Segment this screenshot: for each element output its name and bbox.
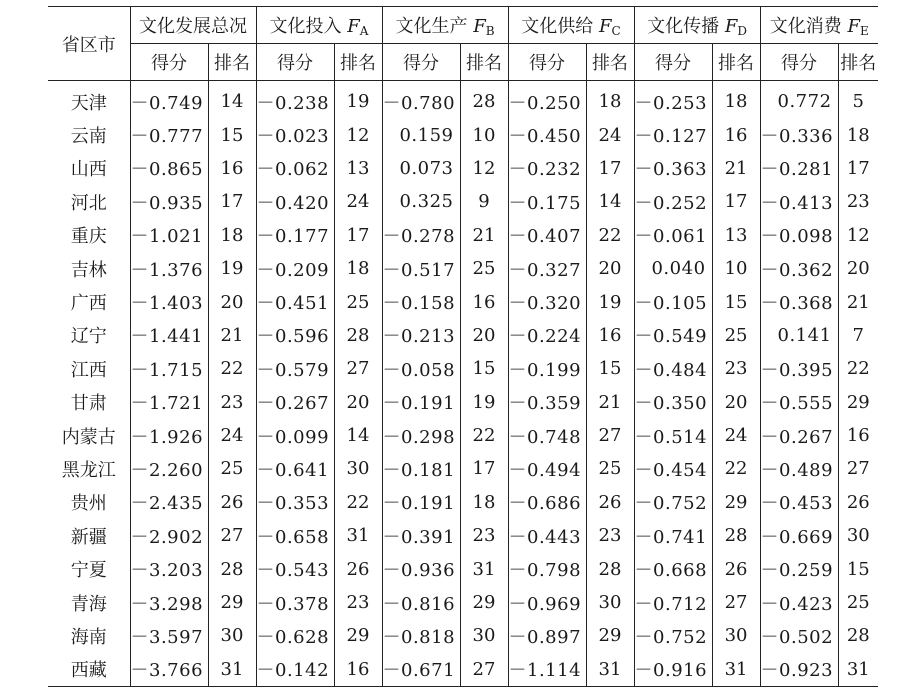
rank-cell: 31 [460, 552, 508, 585]
group-header-subscript: D [737, 24, 747, 38]
rank-cell: 25 [846, 592, 870, 614]
score-cell: －0.061 [634, 219, 712, 252]
rank-cell: 15 [586, 352, 634, 385]
score-header: 得分 [256, 44, 334, 81]
score-cell: －0.199 [508, 352, 586, 385]
rank-cell: 26 [586, 486, 634, 519]
score-cell: －0.127 [634, 118, 712, 151]
rank-cell: 28 [846, 625, 870, 647]
score-cell: －0.453 [760, 486, 838, 519]
rank-cell: 31 [838, 653, 878, 687]
rank-cell: 28 [460, 81, 508, 119]
rank-cell: 29 [334, 619, 382, 652]
score-cell: －0.749 [130, 81, 208, 119]
score-cell: －0.232 [508, 152, 586, 185]
rank-cell: 16 [208, 152, 256, 185]
header-row-subcolumns [48, 44, 878, 81]
score-cell: －0.818 [382, 619, 460, 652]
province-cell: 西藏 [48, 653, 130, 687]
rank-cell: 24 [586, 118, 634, 151]
rank-cell: 25 [586, 452, 634, 485]
score-cell: －0.549 [634, 319, 712, 352]
score-cell: －0.267 [256, 386, 334, 419]
table-row [48, 352, 878, 385]
score-cell: －0.671 [382, 653, 460, 687]
rank-cell: 21 [460, 219, 508, 252]
score-cell: －0.058 [382, 352, 460, 385]
score-cell: －0.281 [760, 152, 838, 185]
score-cell: －0.391 [382, 519, 460, 552]
score-header: 得分 [760, 44, 838, 81]
score-cell: －1.715 [130, 352, 208, 385]
rank-cell: 22 [712, 452, 760, 485]
rank-cell: 14 [208, 81, 256, 119]
score-cell: －0.320 [508, 285, 586, 318]
score-cell: －0.177 [256, 219, 334, 252]
culture-ranking-table [48, 6, 878, 687]
table-row [48, 552, 878, 585]
score-cell: －0.969 [508, 586, 586, 619]
rank-cell: 31 [208, 653, 256, 687]
score-cell: －0.413 [760, 185, 838, 218]
rank-cell: 14 [586, 185, 634, 218]
rank-cell: 30 [208, 619, 256, 652]
group-header-variable: F [724, 16, 738, 37]
score-cell: －0.816 [382, 586, 460, 619]
rank-cell: 19 [334, 81, 382, 119]
score-cell: －0.213 [382, 319, 460, 352]
province-cell: 吉林 [48, 252, 130, 285]
score-cell: －1.721 [130, 386, 208, 419]
rank-cell: 16 [460, 285, 508, 318]
score-cell: －0.748 [508, 419, 586, 452]
score-cell: －0.363 [634, 152, 712, 185]
rank-cell: 19 [460, 386, 508, 419]
rank-cell: 28 [334, 319, 382, 352]
score-cell: －0.752 [634, 619, 712, 652]
province-cell: 重庆 [48, 219, 130, 252]
score-cell: －0.175 [508, 185, 586, 218]
score-cell: －0.555 [760, 386, 838, 419]
score-cell: －0.669 [760, 519, 838, 552]
score-cell: －0.062 [256, 152, 334, 185]
score-cell: －0.489 [760, 452, 838, 485]
rank-cell: 26 [712, 552, 760, 585]
group-header-subscript: A [359, 24, 369, 38]
province-cell: 河北 [48, 185, 130, 218]
score-cell: －2.902 [130, 519, 208, 552]
province-cell: 甘肃 [48, 386, 130, 419]
table-row [48, 81, 878, 119]
rank-cell: 12 [460, 152, 508, 185]
table-row [48, 152, 878, 185]
table-row [48, 619, 878, 652]
province-cell: 江西 [48, 352, 130, 385]
score-cell: 0.073 [382, 152, 460, 185]
score-cell: －0.181 [382, 452, 460, 485]
score-cell: 0.159 [382, 118, 460, 151]
score-cell: －0.353 [256, 486, 334, 519]
rank-cell: 29 [846, 391, 870, 413]
score-cell: －0.250 [508, 81, 586, 119]
group-header [634, 7, 760, 44]
score-header: 得分 [634, 44, 712, 81]
rank-cell: 16 [586, 319, 634, 352]
score-cell: －0.798 [508, 552, 586, 585]
score-cell: －0.278 [382, 219, 460, 252]
rank-header: 排名 [712, 44, 760, 81]
rank-cell: 28 [208, 552, 256, 585]
rank-cell: 20 [712, 386, 760, 419]
rank-cell: 15 [846, 558, 870, 580]
score-header: 得分 [508, 44, 586, 81]
group-header [508, 7, 634, 44]
score-cell: －0.668 [634, 552, 712, 585]
province-cell: 天津 [48, 81, 130, 119]
score-cell: －0.423 [760, 586, 838, 619]
score-cell: －0.897 [508, 619, 586, 652]
score-cell: －3.766 [130, 653, 208, 687]
rank-cell: 25 [334, 285, 382, 318]
score-cell: －0.191 [382, 486, 460, 519]
table-row [48, 118, 878, 151]
score-cell: －0.158 [382, 285, 460, 318]
score-cell: －0.579 [256, 352, 334, 385]
province-cell: 内蒙古 [48, 419, 130, 452]
rank-cell: 27 [846, 458, 870, 480]
score-cell: －3.597 [130, 619, 208, 652]
table-row [48, 486, 878, 519]
score-cell: －0.359 [508, 386, 586, 419]
province-cell: 广西 [48, 285, 130, 318]
rank-cell: 29 [208, 586, 256, 619]
rank-cell: 23 [460, 519, 508, 552]
rank-cell: 27 [208, 519, 256, 552]
rank-cell: 25 [460, 252, 508, 285]
table-body [48, 81, 878, 687]
rank-cell: 29 [712, 486, 760, 519]
group-header-variable: F [347, 16, 360, 37]
rank-cell: 22 [846, 358, 870, 380]
rank-cell: 27 [712, 586, 760, 619]
rank-cell: 31 [586, 653, 634, 687]
score-cell: －0.191 [382, 386, 460, 419]
score-cell: －0.023 [256, 118, 334, 151]
score-cell: －0.443 [508, 519, 586, 552]
province-cell: 新疆 [48, 519, 130, 552]
score-cell: －1.926 [130, 419, 208, 452]
score-cell: －0.502 [760, 619, 838, 652]
score-cell: －0.916 [634, 653, 712, 687]
score-cell: －0.451 [256, 285, 334, 318]
province-header: 省区市 [48, 7, 130, 81]
rank-cell: 30 [712, 619, 760, 652]
ranking-table-container [48, 6, 878, 687]
rank-cell: 29 [460, 586, 508, 619]
score-cell: 0.772 [760, 81, 838, 119]
score-cell: －0.628 [256, 619, 334, 652]
rank-cell: 30 [460, 619, 508, 652]
score-cell: －0.395 [760, 352, 838, 385]
table-row [48, 185, 878, 218]
rank-header: 排名 [460, 44, 508, 81]
province-cell: 云南 [48, 118, 130, 151]
rank-cell: 13 [712, 219, 760, 252]
rank-cell: 28 [712, 519, 760, 552]
group-header-subscript: E [860, 24, 869, 38]
rank-cell: 25 [208, 452, 256, 485]
rank-cell: 21 [846, 291, 870, 313]
rank-cell: 24 [712, 419, 760, 452]
rank-cell: 30 [846, 525, 870, 547]
score-cell: －0.741 [634, 519, 712, 552]
score-cell: －0.752 [634, 486, 712, 519]
score-cell: －0.224 [508, 319, 586, 352]
rank-cell: 12 [846, 224, 870, 246]
rank-header: 排名 [586, 44, 634, 81]
score-cell: －0.407 [508, 219, 586, 252]
score-cell: －0.098 [760, 219, 838, 252]
group-header-subscript: B [485, 24, 495, 38]
rank-cell: 22 [586, 219, 634, 252]
rank-cell: 31 [712, 653, 760, 687]
rank-cell: 26 [208, 486, 256, 519]
rank-cell: 26 [846, 491, 870, 513]
group-header-variable: F [599, 16, 612, 37]
score-cell: 0.325 [382, 185, 460, 218]
rank-cell: 25 [712, 319, 760, 352]
score-cell: －0.378 [256, 586, 334, 619]
rank-cell: 30 [586, 586, 634, 619]
group-header [130, 7, 256, 44]
province-cell: 海南 [48, 619, 130, 652]
rank-cell: 16 [334, 653, 382, 687]
score-cell: －0.350 [634, 386, 712, 419]
rank-cell: 18 [586, 81, 634, 119]
rank-cell: 9 [460, 185, 508, 218]
score-cell: －0.686 [508, 486, 586, 519]
score-cell: －0.514 [634, 419, 712, 452]
group-header [256, 7, 382, 44]
rank-cell: 15 [712, 285, 760, 318]
score-cell: －1.114 [508, 653, 586, 687]
rank-cell: 24 [334, 185, 382, 218]
score-cell: －0.252 [634, 185, 712, 218]
rank-cell: 21 [586, 386, 634, 419]
score-cell: －0.777 [130, 118, 208, 151]
rank-cell: 21 [712, 152, 760, 185]
rank-cell: 23 [586, 519, 634, 552]
table-row [48, 519, 878, 552]
group-header-variable: F [473, 16, 486, 37]
rank-cell: 23 [334, 586, 382, 619]
score-cell: －0.865 [130, 152, 208, 185]
rank-cell: 15 [208, 118, 256, 151]
score-header: 得分 [130, 44, 208, 81]
group-header [382, 7, 508, 44]
rank-cell: 23 [846, 191, 870, 213]
rank-cell: 14 [334, 419, 382, 452]
rank-cell: 20 [460, 319, 508, 352]
rank-cell: 18 [334, 252, 382, 285]
group-header-label: 文化供给 [521, 16, 600, 37]
score-cell: －0.494 [508, 452, 586, 485]
rank-cell: 18 [712, 81, 760, 119]
rank-cell: 7 [852, 324, 864, 346]
group-header-label: 文化传播 [647, 16, 725, 37]
rank-cell: 20 [334, 386, 382, 419]
rank-cell: 18 [208, 219, 256, 252]
score-cell: －0.658 [256, 519, 334, 552]
score-cell: －0.142 [256, 653, 334, 687]
score-cell: －0.259 [760, 552, 838, 585]
group-header-label: 文化生产 [395, 16, 474, 37]
rank-cell: 17 [208, 185, 256, 218]
score-cell: －0.780 [382, 81, 460, 119]
rank-cell: 10 [460, 118, 508, 151]
table-row [48, 219, 878, 252]
score-cell: －0.935 [130, 185, 208, 218]
province-cell: 辽宁 [48, 319, 130, 352]
score-cell: －0.105 [634, 285, 712, 318]
score-cell: －1.403 [130, 285, 208, 318]
score-cell: －0.253 [634, 81, 712, 119]
rank-cell: 23 [712, 352, 760, 385]
score-cell: －0.327 [508, 252, 586, 285]
score-header: 得分 [382, 44, 460, 81]
group-header-variable: F [847, 16, 861, 37]
score-cell: －0.450 [508, 118, 586, 151]
province-cell: 黑龙江 [48, 452, 130, 485]
header-row-groups [48, 7, 878, 44]
rank-cell: 20 [846, 258, 870, 280]
rank-cell: 29 [586, 619, 634, 652]
rank-cell: 16 [846, 425, 870, 447]
rank-cell: 20 [208, 285, 256, 318]
score-cell: －0.238 [256, 81, 334, 119]
rank-cell: 13 [334, 152, 382, 185]
rank-cell: 20 [586, 252, 634, 285]
table-row [48, 319, 878, 352]
score-cell: 0.040 [634, 252, 712, 285]
score-cell: －2.260 [130, 452, 208, 485]
table-row [48, 252, 878, 285]
score-cell: －3.298 [130, 586, 208, 619]
rank-cell: 5 [852, 91, 864, 113]
score-cell: －0.543 [256, 552, 334, 585]
table-header [48, 7, 878, 81]
rank-cell: 31 [334, 519, 382, 552]
rank-cell: 17 [712, 185, 760, 218]
score-cell: －0.454 [634, 452, 712, 485]
group-header-label: 文化投入 [269, 16, 348, 37]
rank-header: 排名 [334, 44, 382, 81]
rank-cell: 21 [208, 319, 256, 352]
rank-cell: 18 [460, 486, 508, 519]
rank-cell: 22 [334, 486, 382, 519]
rank-cell: 15 [460, 352, 508, 385]
rank-cell: 28 [586, 552, 634, 585]
score-cell: 0.141 [760, 319, 838, 352]
rank-cell: 30 [334, 452, 382, 485]
rank-cell: 12 [334, 118, 382, 151]
province-cell: 青海 [48, 586, 130, 619]
rank-cell: 26 [334, 552, 382, 585]
score-cell: －3.203 [130, 552, 208, 585]
rank-cell: 27 [586, 419, 634, 452]
score-cell: －2.435 [130, 486, 208, 519]
score-cell: －0.420 [256, 185, 334, 218]
rank-cell: 17 [846, 157, 870, 179]
rank-cell: 18 [846, 124, 870, 146]
rank-cell: 17 [586, 152, 634, 185]
score-cell: －1.441 [130, 319, 208, 352]
table-row [48, 653, 878, 687]
score-cell: －0.936 [382, 552, 460, 585]
score-cell: －1.021 [130, 219, 208, 252]
rank-cell: 17 [334, 219, 382, 252]
table-row [48, 386, 878, 419]
rank-header: 排名 [838, 44, 878, 81]
rank-cell: 22 [460, 419, 508, 452]
rank-cell: 19 [586, 285, 634, 318]
rank-cell: 27 [460, 653, 508, 687]
group-header-subscript: C [611, 24, 621, 38]
province-cell: 宁夏 [48, 552, 130, 585]
score-cell: －0.336 [760, 118, 838, 151]
province-cell: 山西 [48, 152, 130, 185]
rank-cell: 16 [712, 118, 760, 151]
province-cell: 贵州 [48, 486, 130, 519]
rank-cell: 19 [208, 252, 256, 285]
table-row [48, 452, 878, 485]
group-header-label: 文化发展总况 [139, 16, 247, 37]
rank-cell: 24 [208, 419, 256, 452]
rank-cell: 10 [712, 252, 760, 285]
rank-cell: 17 [460, 452, 508, 485]
rank-cell: 22 [208, 352, 256, 385]
rank-header: 排名 [208, 44, 256, 81]
score-cell: －0.517 [382, 252, 460, 285]
table-row [48, 419, 878, 452]
rank-cell: 27 [334, 352, 382, 385]
score-cell: －0.362 [760, 252, 838, 285]
score-cell: －0.641 [256, 452, 334, 485]
score-cell: －0.484 [634, 352, 712, 385]
score-cell: －0.099 [256, 419, 334, 452]
score-cell: －0.368 [760, 285, 838, 318]
score-cell: －0.712 [634, 586, 712, 619]
table-row [48, 586, 878, 619]
score-cell: －0.923 [760, 653, 838, 687]
score-cell: －0.209 [256, 252, 334, 285]
score-cell: －1.376 [130, 252, 208, 285]
rank-cell: 23 [208, 386, 256, 419]
group-header-label: 文化消费 [769, 16, 848, 37]
score-cell: －0.596 [256, 319, 334, 352]
score-cell: －0.267 [760, 419, 838, 452]
score-cell: －0.298 [382, 419, 460, 452]
group-header [760, 7, 878, 44]
table-row [48, 285, 878, 318]
